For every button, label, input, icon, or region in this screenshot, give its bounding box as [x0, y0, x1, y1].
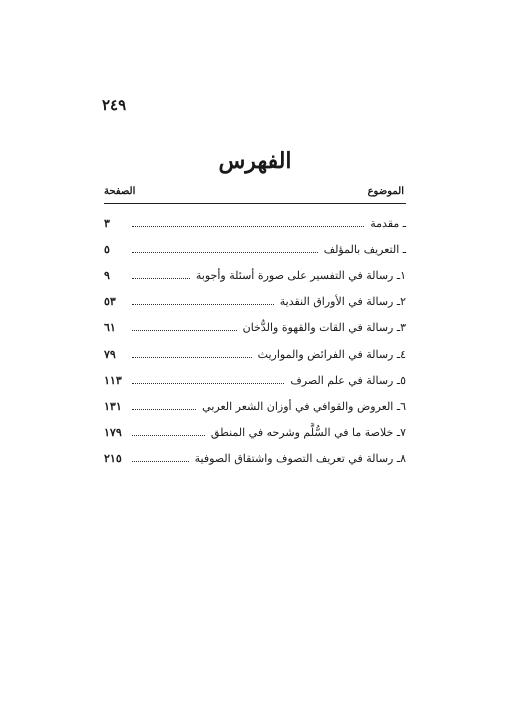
dot-leader: [132, 357, 252, 358]
toc-entry: [104, 393, 406, 419]
toc-entry-title: ٢ـ رسالة في الأوراق النقدية: [279, 295, 406, 309]
toc-entry-page: ٩: [104, 268, 110, 282]
toc-entry-page: ٣: [104, 216, 110, 230]
toc-entry: [104, 341, 406, 367]
dot-leader: [132, 304, 274, 305]
dot-leader: [132, 226, 364, 227]
header-divider: [104, 203, 406, 204]
dot-leader: [132, 278, 190, 279]
toc-entry-page: ٦١: [104, 321, 116, 335]
toc-entry: [104, 446, 406, 472]
toc-list: [104, 210, 406, 472]
toc-entry: [104, 315, 406, 341]
toc-entry-title: ـ مقدمة: [370, 216, 406, 230]
toc-entry: [104, 262, 406, 288]
toc-entry: [104, 236, 406, 262]
toc-entry-page: ١٧٩: [104, 426, 122, 440]
page-column-header: الصفحة: [104, 186, 136, 197]
toc-entry-title: ١ـ رسالة في التفسير على صورة أسئلة وأجوبة: [195, 268, 406, 282]
dot-leader: [132, 252, 318, 253]
toc-entry: [104, 289, 406, 315]
toc-entry-title: ٨ـ رسالة في تعريف التصوف واشتقاق الصوفية: [194, 452, 406, 466]
page-number: ٢٤٩: [102, 96, 127, 114]
toc-entry-page: ١١٣: [104, 373, 122, 387]
dot-leader: [132, 435, 205, 436]
toc-entry-page: ٥٣: [104, 295, 116, 309]
toc-entry-title: ـ التعريف بالمؤلف: [323, 242, 406, 256]
page-title: الفهرس: [218, 148, 292, 174]
toc-entry-title: ٤ـ رسالة في الفرائض والمواريث: [257, 347, 406, 361]
toc-entry: [104, 420, 406, 446]
toc-entry-page: ٥: [104, 242, 110, 256]
toc-header: [104, 186, 404, 204]
topic-column-header: الموضوع: [367, 186, 404, 197]
toc-entry-title: ٣ـ رسالة في القات والقهوة والدُّخان: [242, 321, 406, 335]
dot-leader: [132, 383, 284, 384]
toc-entry-title: ٧ـ خلاصة ما في السُّلَّم وشرحه في المنطق: [210, 426, 406, 440]
toc-entry: [104, 210, 406, 236]
toc-entry-page: ٧٩: [104, 347, 116, 361]
dot-leader: [132, 461, 189, 462]
toc-entry-title: ٦ـ العروض والقوافي في أوزان الشعر العربي: [202, 399, 406, 413]
toc-entry: [104, 367, 406, 393]
dot-leader: [132, 330, 237, 331]
toc-entry-title: ٥ـ رسالة في علم الصرف: [290, 373, 406, 387]
toc-entry-page: ١٣١: [104, 399, 122, 413]
dot-leader: [132, 409, 196, 410]
toc-entry-page: ٢١٥: [104, 452, 122, 466]
